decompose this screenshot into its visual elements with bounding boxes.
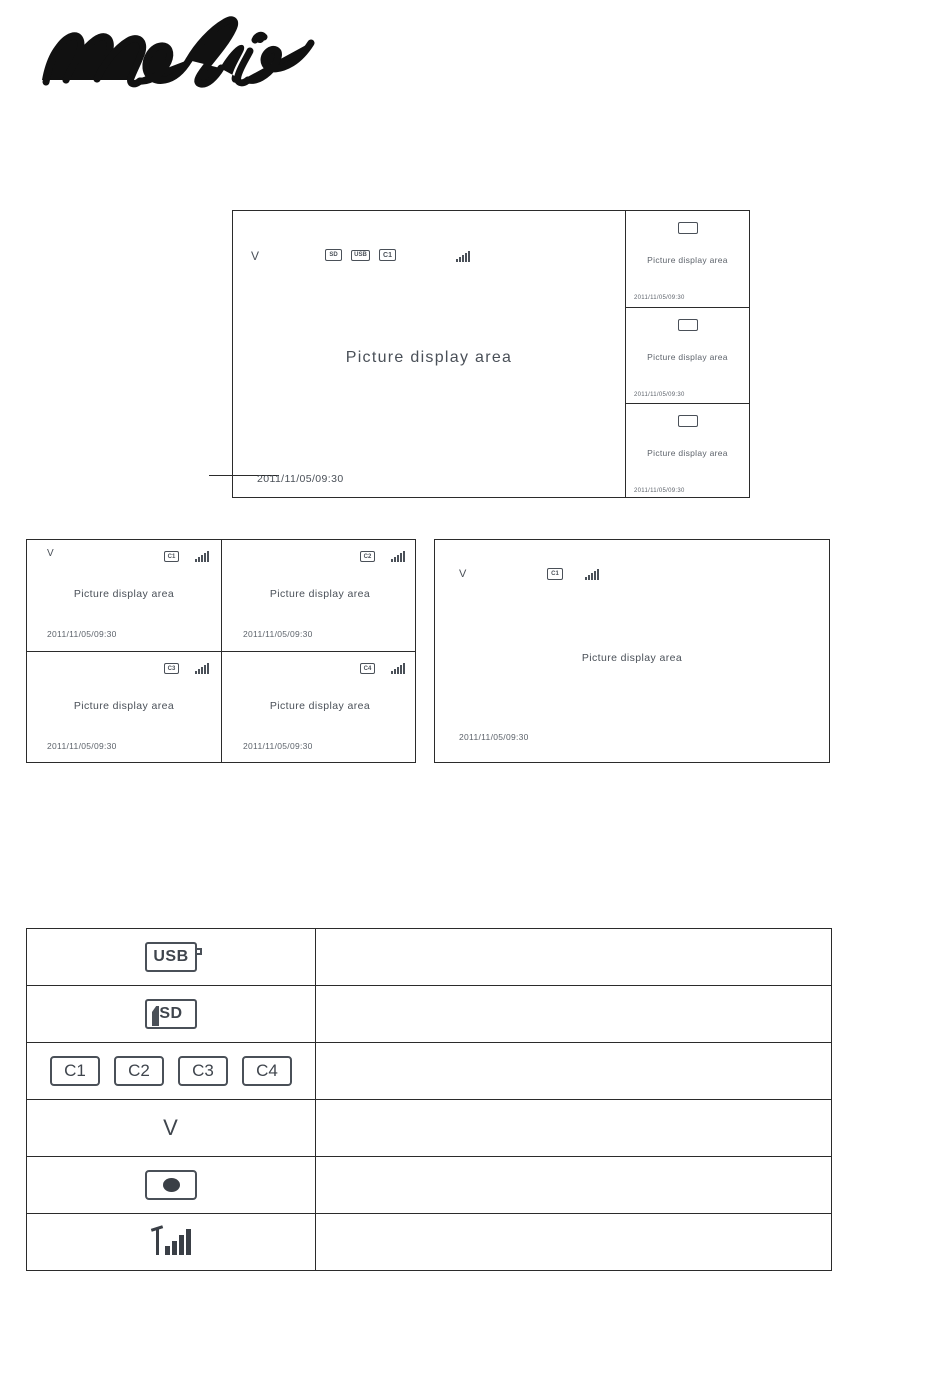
legend-icon-cell-sd [27,986,316,1043]
quad-display-diagram [26,539,416,763]
signal-strength-icon [195,551,209,562]
quad-cell-3 [27,652,221,763]
channel-c1-icon: C1 [379,249,396,261]
single-screen-icons [547,568,599,580]
quad-cell-4-icons [360,663,405,674]
table-row [27,1043,832,1100]
quad-cell-3-icons [164,663,209,674]
brand-logo [24,8,364,108]
legend-desc-channels [316,1043,832,1100]
usb-icon: USB [145,942,197,972]
side-cell-1 [626,211,749,307]
legend-icon-cell-voice [27,1100,316,1157]
channel-c2-icon: C2 [114,1056,164,1086]
signal-strength-icon [195,663,209,674]
single-screen-timestamp: 2011/11/05/09:30 [459,732,529,742]
usb-icon: USB [351,250,370,261]
quad-cell-2-timestamp: 2011/11/05/09:30 [243,629,313,639]
signal-strength-icon [585,569,599,580]
record-icon [678,319,698,331]
side-cell-3-timestamp: 2011/11/05/09:30 [634,488,685,494]
table-row [27,1214,832,1271]
legend-icon-cell-usb [27,929,316,986]
sd-icon: SD [325,249,342,261]
main-picture-area-label: Picture display area [345,349,513,366]
quad-cell-1-icons [164,551,209,562]
legend-icon-cell-record [27,1157,316,1214]
quad-cell-2-label: Picture display area [269,588,371,600]
signal-strength-icon [456,249,470,267]
channel-c3-icon: C3 [178,1056,228,1086]
table-row [27,1157,832,1214]
legend-desc-signal [316,1214,832,1271]
legend-desc-sd [316,986,832,1043]
status-bar [251,249,611,265]
single-display-diagram [434,539,830,763]
quad-cell-1-timestamp: 2011/11/05/09:30 [47,629,117,639]
main-timestamp: 2011/11/05/09:30 [257,473,344,485]
signal-strength-icon [152,1225,191,1255]
channel-c4-icon: C4 [242,1056,292,1086]
legend-icon-cell-signal [27,1214,316,1271]
quad-cell-3-timestamp: 2011/11/05/09:30 [47,741,117,751]
legend-desc-voice [316,1100,832,1157]
voice-icon: V [459,568,467,580]
voice-icon: V [47,548,54,559]
sd-card-icon: SD [145,999,197,1029]
quad-cell-2 [223,540,417,651]
single-screen-label: Picture display area [581,652,683,664]
voice-icon: V [251,249,261,263]
voice-icon: V [163,1115,179,1140]
table-row [27,929,832,986]
legend-icon-cell-channels [27,1043,316,1100]
channel-c2-icon: C2 [360,551,375,562]
legend-desc-usb [316,929,832,986]
icon-legend-table [26,928,832,1271]
status-icon-group [325,249,396,261]
signal-strength-icon [391,551,405,562]
channel-c4-icon: C4 [360,663,375,674]
table-row [27,986,832,1043]
quad-cell-4-timestamp: 2011/11/05/09:30 [243,741,313,751]
channel-c1-icon: C1 [50,1056,100,1086]
channel-c3-icon: C3 [164,663,179,674]
channel-icons [50,1056,292,1086]
record-icon [145,1170,197,1200]
quad-cell-1-label: Picture display area [73,588,175,600]
side-cell-2 [626,308,749,404]
table-row [27,1100,832,1157]
legend-desc-record [316,1157,832,1214]
side-cell-1-label: Picture display area [647,255,728,265]
side-cell-1-timestamp: 2011/11/05/09:30 [634,295,685,301]
quad-cell-1 [27,540,221,651]
side-cell-3 [626,404,749,500]
quad-cell-4-label: Picture display area [269,700,371,712]
quad-cell-4 [223,652,417,763]
side-cell-2-label: Picture display area [647,352,728,362]
record-icon [678,222,698,234]
signal-strength-icon [391,663,405,674]
side-cell-2-timestamp: 2011/11/05/09:30 [634,392,685,398]
quad-cell-3-label: Picture display area [73,700,175,712]
quad-cell-2-icons [360,551,405,562]
record-icon [678,415,698,427]
side-cell-3-label: Picture display area [647,448,728,458]
channel-c1-icon: C1 [547,568,563,580]
channel-c1-icon: C1 [164,551,179,562]
main-display-diagram [232,210,750,498]
